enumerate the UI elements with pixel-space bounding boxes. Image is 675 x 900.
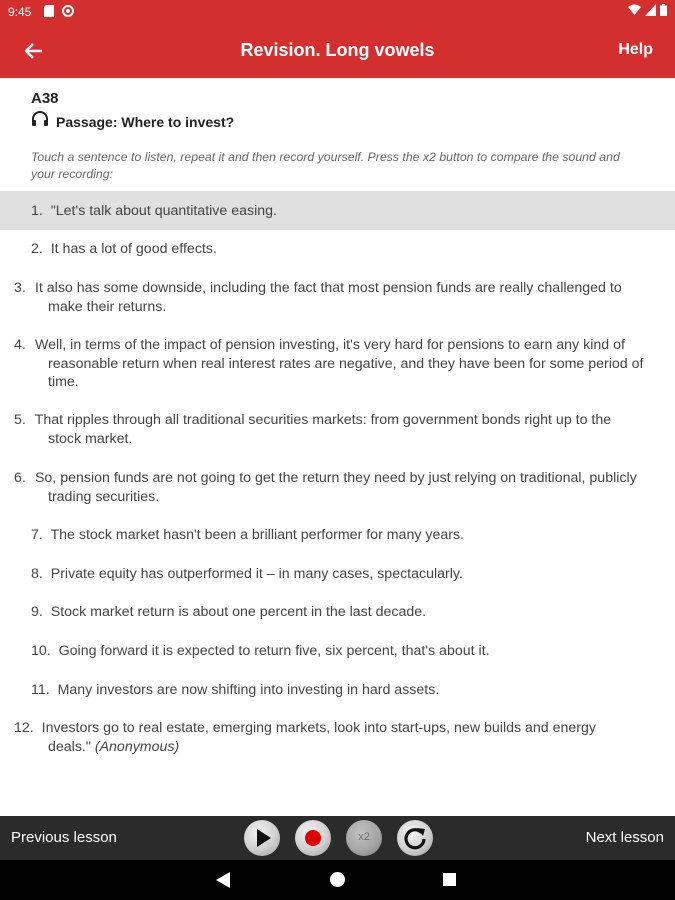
battery-icon <box>660 4 667 19</box>
lesson-id: A38 <box>31 90 59 107</box>
sentence-item[interactable] <box>0 642 675 661</box>
sentence-text: The stock market hasn't been a brilliant performer for many years. <box>50 527 464 543</box>
sentence-text: "Let's talk about quantitative easing. <box>50 203 277 219</box>
sentence-number: 11. <box>31 682 54 698</box>
sync-icon <box>62 5 72 17</box>
sentence-item[interactable] <box>0 719 675 756</box>
sentence-item[interactable]: 5. That ripples through all traditional securities markets: from government bonds right up to the stock market. <box>14 412 612 447</box>
replay-button[interactable] <box>397 820 433 856</box>
nav-home-icon[interactable] <box>330 872 345 887</box>
bottom-control-bar <box>0 816 675 860</box>
play-icon <box>244 820 280 856</box>
compare-x2-button[interactable] <box>346 820 382 856</box>
sentence-number: 12. <box>14 720 38 736</box>
help-button[interactable]: Help <box>618 41 653 58</box>
instructions-text: Touch a sentence to listen, repeat it and then record yourself. Press the x2 button to compare the sound and your recording: <box>31 150 620 181</box>
sentence-text: It also has some downside, including the fact that most pension funds are really challenged to make their returns. <box>34 280 622 315</box>
next-lesson-button[interactable]: Next lesson <box>585 829 664 846</box>
sentence-text: Going forward it is expected to return five, six percent, that's about it. <box>58 643 490 659</box>
page-title: Revision. Long vowels <box>240 40 435 60</box>
sentence-item[interactable] <box>0 240 675 259</box>
sd-card-icon <box>44 5 54 17</box>
system-navigation-bar <box>0 860 675 900</box>
sentence-text: Private equity has outperformed it – in many cases, spectacularly. <box>50 566 463 582</box>
sentence-item[interactable]: 4. Well, in terms of the impact of pension investing, it's very hard for pensions to earn any kind of reasonable return when real interest rates are negative, and they have been for some period of time. <box>14 337 644 390</box>
compare-x2-label: x2 <box>358 831 370 843</box>
status-bar <box>0 0 675 24</box>
sentence-number: 9. <box>31 604 47 620</box>
sentence-source: (Anonymous) <box>94 738 180 755</box>
sentence-text: That ripples through all traditional securities markets: from government bonds right up to the stock market. <box>34 412 612 447</box>
nav-back-icon[interactable] <box>216 872 230 893</box>
sentence-number: 7. <box>31 527 47 543</box>
sentence-number: 1. <box>31 203 47 219</box>
record-button[interactable] <box>295 820 331 856</box>
passage-header <box>31 111 234 132</box>
replay-icon <box>397 820 433 856</box>
sentence-item[interactable] <box>0 603 675 622</box>
sentence-text: It has a lot of good effects. <box>50 241 217 257</box>
play-button[interactable] <box>244 820 280 856</box>
signal-icon <box>645 4 656 19</box>
app-bar <box>0 24 675 78</box>
sentence-text: Investors go to real estate, emerging markets, look into start-ups, new builds and energy deals." <box>41 720 597 755</box>
previous-lesson-button[interactable]: Previous lesson <box>11 829 117 846</box>
status-time: 9:45 <box>8 5 32 19</box>
sentence-number: 10. <box>31 643 55 659</box>
sentence-text: Many investors are now shifting into investing in hard assets. <box>57 682 440 698</box>
sentence-number: 2. <box>31 241 47 257</box>
sentence-item[interactable]: 3. It also has some downside, including the fact that most pension funds are really challenged to make their returns. <box>14 280 622 315</box>
record-icon <box>295 820 331 856</box>
sentence-text: Well, in terms of the impact of pension investing, it's very hard for pensions to earn any kind of reasonable return when real interest rates are negative, and they have been for some period of time. <box>34 337 644 390</box>
headphones-icon <box>31 111 49 132</box>
sentence-text: Stock market return is about one percent in the last decade. <box>50 604 427 620</box>
wifi-icon <box>628 4 641 19</box>
passage-title: Passage: Where to invest? <box>56 113 235 130</box>
sentence-number: 8. <box>31 566 47 582</box>
sentence-item[interactable] <box>0 565 675 584</box>
sentence-item[interactable]: 6. So, pension funds are not going to get the return they need by just relying on traditional, publicly trading securities. <box>14 470 637 505</box>
sentence-item[interactable] <box>0 681 675 700</box>
sentence-item[interactable] <box>0 526 675 545</box>
sentence-text: So, pension funds are not going to get the return they need by just relying on traditional, publicly trading securities. <box>34 470 637 505</box>
nav-recents-icon[interactable] <box>443 873 456 886</box>
sentence-item[interactable] <box>0 191 675 230</box>
